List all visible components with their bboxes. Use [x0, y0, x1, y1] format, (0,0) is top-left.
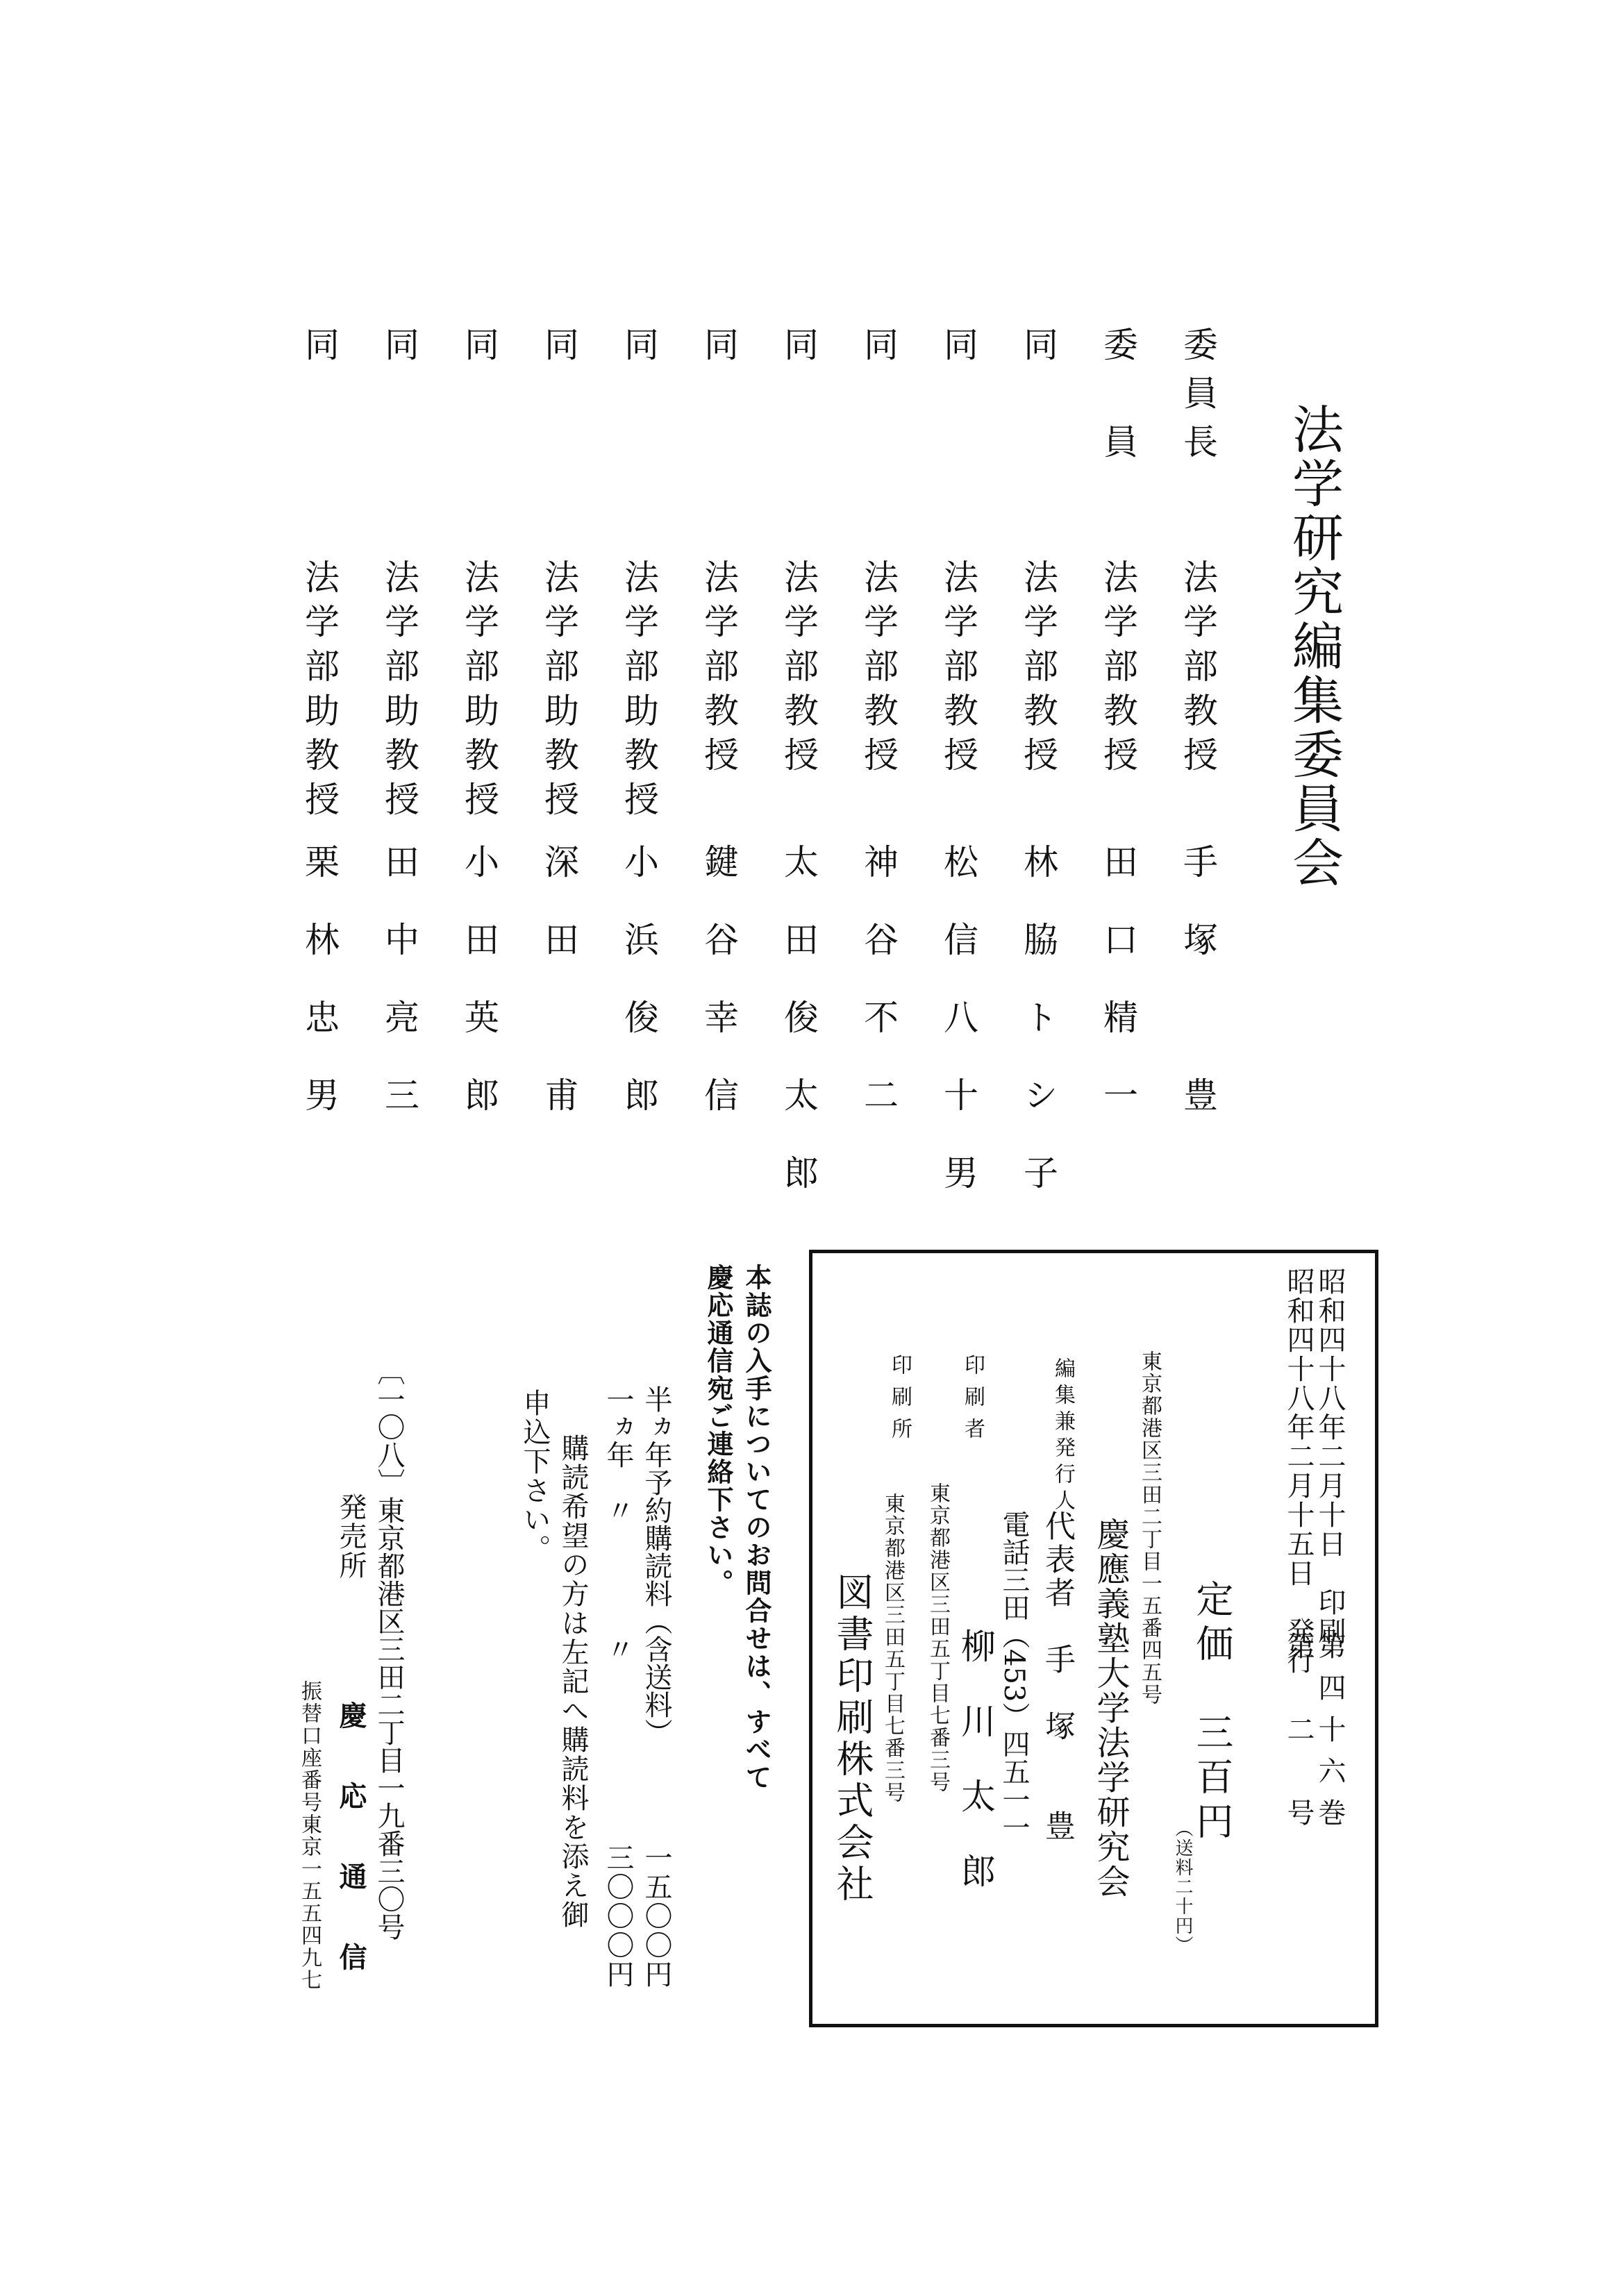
member-name: 神谷不二	[858, 844, 899, 1155]
member-position: 法学部助教授	[379, 559, 419, 826]
member-position: 法学部教授	[1178, 559, 1218, 781]
member-role: 同	[778, 326, 819, 375]
member-name: 小浜俊郎	[619, 844, 659, 1155]
member-position: 法学部教授	[1018, 559, 1058, 781]
member-role: 同	[938, 326, 978, 375]
printer-label: 印刷者	[960, 1354, 985, 1450]
member-role: 同	[699, 326, 739, 375]
press-address: 東京都港区三田五丁目七番三号	[881, 1493, 905, 1804]
publisher-address: 〔一〇八〕東京都港区三田二丁目一九番三〇号	[373, 1357, 405, 1941]
print-date: 昭和四十八年二月十日 印刷	[1314, 1267, 1346, 1646]
member-role: 同	[858, 326, 899, 375]
member-name: 松信八十男	[938, 844, 978, 1232]
notice-line-1: 本誌の入手についてのお問合せは、すべて	[741, 1264, 772, 1791]
editor-address: 東京都港区三田二丁目一五番四五号	[1137, 1350, 1162, 1706]
member-role: 委員長	[1178, 326, 1218, 472]
sales-label: 発売所	[335, 1493, 367, 1580]
notice-line-2: 慶応通信宛ご連絡下さい。	[703, 1264, 734, 1597]
member-name: 田口精一	[1098, 844, 1138, 1155]
member-name: 鍵谷幸信	[699, 844, 739, 1155]
member-name: 林脇トシ子	[1018, 844, 1058, 1232]
member-role: 同	[539, 326, 579, 375]
member-role: 委 員	[1098, 326, 1138, 472]
page-title: 法学研究編集委員会	[1284, 403, 1344, 890]
member-name: 手塚 豊	[1178, 844, 1218, 1155]
member-position: 法学部教授	[858, 559, 899, 781]
full-year-subscription-price: 三〇〇〇円	[602, 1843, 634, 1989]
member-position: 法学部助教授	[459, 559, 499, 826]
member-role: 同	[1018, 326, 1058, 375]
member-name: 田中亮三	[379, 844, 419, 1155]
colophon-box	[809, 1250, 1378, 2027]
member-role: 同	[619, 326, 659, 375]
postage: （送料二十円）	[1172, 1819, 1193, 1955]
publisher-account: 振替口座番号東京一五五四九七	[297, 1680, 322, 1991]
volume: 第四十六巻	[1314, 1632, 1346, 1840]
member-role: 同	[459, 326, 499, 375]
editor-label: 編集兼発行人	[1051, 1357, 1075, 1516]
full-year-subscription-label: 一ヵ年 〃 〃	[602, 1385, 634, 1663]
half-year-subscription-price: 一五〇〇円	[640, 1843, 672, 1989]
member-name: 太田俊太郎	[778, 844, 819, 1232]
publisher-name: 慶 応 通 信	[335, 1701, 367, 1983]
issue-date: 昭和四十八年二月十五日 発行	[1283, 1267, 1315, 1675]
member-position: 法学部教授	[699, 559, 739, 781]
member-role: 同	[299, 326, 340, 375]
press-label: 印刷所	[887, 1354, 912, 1450]
member-role: 同	[379, 326, 419, 375]
issue-number: 第 二 号	[1283, 1632, 1315, 1840]
representative: 代表者 手 塚 豊	[1040, 1510, 1075, 1843]
printer-name: 柳 川 太 郎	[956, 1628, 996, 1891]
member-position: 法学部助教授	[619, 559, 659, 826]
member-position: 法学部教授	[1098, 559, 1138, 781]
member-position: 法学部助教授	[299, 559, 340, 826]
member-name: 小田英郎	[459, 844, 499, 1155]
member-position: 法学部教授	[778, 559, 819, 781]
member-position: 法学部教授	[938, 559, 978, 781]
member-name: 深田 甫	[539, 844, 579, 1155]
subscription-note-1: 購読希望の方は左記へ購読料を添え御	[557, 1434, 589, 1929]
member-position: 法学部助教授	[539, 559, 579, 826]
printer-address: 東京都港区三田五丁目七番三号	[926, 1482, 950, 1793]
price: 定価 三百円	[1190, 1579, 1234, 1846]
press-name: 図書印刷株式会社	[831, 1573, 874, 1906]
editor-org: 慶應義塾大学法学研究会	[1091, 1517, 1130, 1899]
member-name: 栗林忠男	[299, 844, 340, 1155]
subscription-note-2: 申込下さい。	[519, 1389, 551, 1564]
half-year-subscription-label: 半ヵ年予約購読料（含送料）	[640, 1385, 672, 1746]
phone: 電話三田（453）四五一一	[998, 1510, 1030, 1841]
